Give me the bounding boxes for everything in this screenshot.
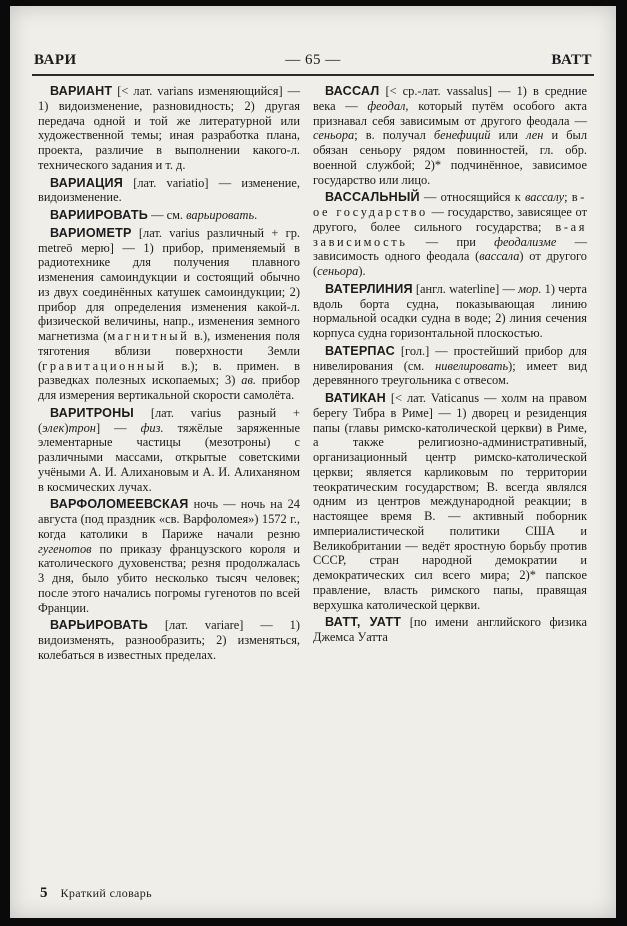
entry-text: гравитационный [42,358,167,373]
entry-text: или [490,128,527,143]
entry-text: — зависимость одного феодала ( [313,234,587,264]
dictionary-page [10,6,616,918]
entry-text: ; в. получал [354,128,434,143]
header-right-guideword: ВАТТ [551,52,592,68]
entry-text: [< ср.-лат. vassalus] — 1) в средние века — [313,84,587,113]
entry-text: ). [358,264,366,278]
dictionary-entry [38,226,300,403]
entry-text: [англ. waterline] — [412,281,519,296]
dictionary-entry [38,84,300,173]
entry-headword: ВАРИАНТ [50,84,113,98]
entry-text: в-ая зависимость [313,219,587,249]
entry-headword: ВАССАЛЬНЫЙ [325,190,420,205]
dictionary-entry [313,190,587,279]
entry-text: бенефиций [433,128,491,143]
entry-text: 1) черта вдоль борта судна, показывающая линию нормальной осадки судна в воде; 2) линия сечения корпуса судна горизонтальной плоскостью. [313,281,587,340]
entry-text: тяжёлые заряженные элементарные частицы (мезотроны) с различными массами, открытые советскими учёными А. И. Алихановым и А. И. Алиханяном в космических лучах. [38,420,300,494]
entry-text: варьировать [186,208,255,222]
entry-text: [< лат. Vaticanus — холм на правом берегу Тибра в Риме] — 1) дворец и резиденция папы (главы римско-католической церкви) в Риме, а также религиозно-административный, организационный центр римско-католической церкви; является карликовым по территории теократическим государством; В. всегда являлся одним из центров международной реакции; в настоящее время В. — активный поборник империалистической политики США и Великобритании — ведёт яростную борьбу против СССР, стран народной демократии и демократических сил всего мира; 2)* папское правление, власть римского папы, правящая верхушка католической церкви. [313,391,587,612]
entry-text: гугенотов [38,541,92,556]
entry-text: магнитный [107,329,190,343]
header-rule [32,74,594,76]
entry-text: сеньора [317,264,359,278]
dictionary-entry [38,618,300,662]
signature-number: 5 [40,885,48,901]
entry-text: в-ое государство [313,190,587,219]
entry-text: в.), изменения поля тяготения вблизи поверхности Земли ( [38,329,301,373]
entry-text: ) [64,420,69,435]
entry-text: — при [407,234,495,249]
entry-text: прибор для измерения вертикальной скорости самолёта. [38,373,300,402]
entry-headword: ВАТТ, УАТТ [325,615,402,630]
entry-headword: ВАССАЛ [325,84,380,98]
entry-text: вассалу [524,190,565,205]
entry-headword: ВАТЕРЛИНИЯ [325,281,413,296]
dictionary-entry [38,406,300,495]
entry-text: [лат. varius разный + ( [38,405,300,435]
entry-text: — см. [147,208,187,222]
entry-text: ; [564,190,572,205]
entry-headword: ВАТЕРПАС [325,343,395,358]
entry-text: и был обязан сеньору рядом повинностей, гл. обр. военной службой; 2)* подчинённое, зависимое государство или лицо. [313,128,588,187]
entry-text: феодал [367,98,406,113]
entry-text: [лат. variare] — 1) видоизменять, разнообразить; 2) изменяться, колебаться в известных пределах. [38,618,300,662]
entry-headword: ВАРИИРОВАТЬ [50,208,148,222]
header-page-number: — 65 — [285,52,341,68]
header-left-guideword: ВАРИ [34,52,77,68]
entry-text: ночь — ночь на 24 августа (под праздник «св. Варфоломея») 1572 г., когда католики в Париже начали резню [38,497,300,541]
entry-text: ав. [241,373,256,388]
entry-text: . [254,208,258,222]
entry-text: [гол.] — простейший прибор для нивелирования (см. [313,343,587,373]
dictionary-entry [38,208,300,223]
entry-headword: ВАРЬИРОВАТЬ [50,618,148,633]
entry-text: лен [526,128,544,143]
entry-headword: ВАРИАЦИЯ [50,175,124,190]
dictionary-entry [313,282,587,341]
dictionary-entry [313,391,587,612]
entry-text: ] — [95,420,141,435]
signature-title: Краткий словарь [60,886,153,900]
entry-text: [< лат. varians изменяющийся] — 1) видоизменение, разновидность; 2) другая передача одной и той же литературной или художественной темы; иная разработка плана, проекта, различие в выполнении какого-л. технического задания и т. д. [38,84,300,172]
entry-headword: ВАРИТРОНЫ [50,405,134,420]
dictionary-entry [313,344,587,388]
entry-headword: ВАТИКАН [325,391,386,405]
dictionary-entry [313,615,587,645]
right-column [313,84,587,648]
entry-text: феодализме [494,234,557,249]
entry-text: в.); в. примен. в разведках полезных ископаемых; 3) [38,358,300,388]
entry-text: трон [68,420,96,435]
entry-text: сеньора [313,128,355,143]
entry-text: физ. [140,420,164,435]
entry-text: [лат. varius различный + гр. metreō мерю] — 1) прибор, применяемый в радиотехнике для получения плавного изменения самоиндукции и состоящий обычно из двух соединённых катушек самоиндукции; 2) прибор для определения изменения какой-л. физической величины, напр., изменения земного магнетизма ( [38,225,300,343]
entry-text: — относящийся к [419,190,525,205]
dictionary-entry [38,497,300,615]
page-footer [40,885,152,902]
entry-text: мор. [518,281,542,296]
entry-text: элек [42,420,65,435]
dictionary-entry [38,176,300,206]
entry-text: нивелировать [435,358,509,373]
entry-text: , который путём особого акта признавал себя зависимым от другого феодала — [313,98,587,128]
dictionary-entry [313,84,587,187]
entry-text: по приказу французского короля и католического духовенства; резня продолжалась 3 дня, было убито несколько тысяч человек; после этого начались погромы гугенотов по всей Франции. [38,541,300,615]
left-column [38,84,300,666]
entry-text: вассала [479,249,520,264]
entry-text: ) от другого ( [313,249,587,278]
entry-headword: ВАРИОМЕТР [50,225,132,240]
entry-text: — государство, зависящее от другого, более сильного государства; [313,205,587,234]
entry-text: [по имени английского физика Джемса Уатта [313,615,587,644]
entry-text: [лат. variatio] — изменение, видоизменение. [38,175,300,205]
page-header [34,52,592,72]
entry-headword: ВАРФОЛОМЕЕВСКАЯ [50,497,189,512]
entry-text: ); имеет вид деревянного треугольника с отвесом. [313,358,588,388]
